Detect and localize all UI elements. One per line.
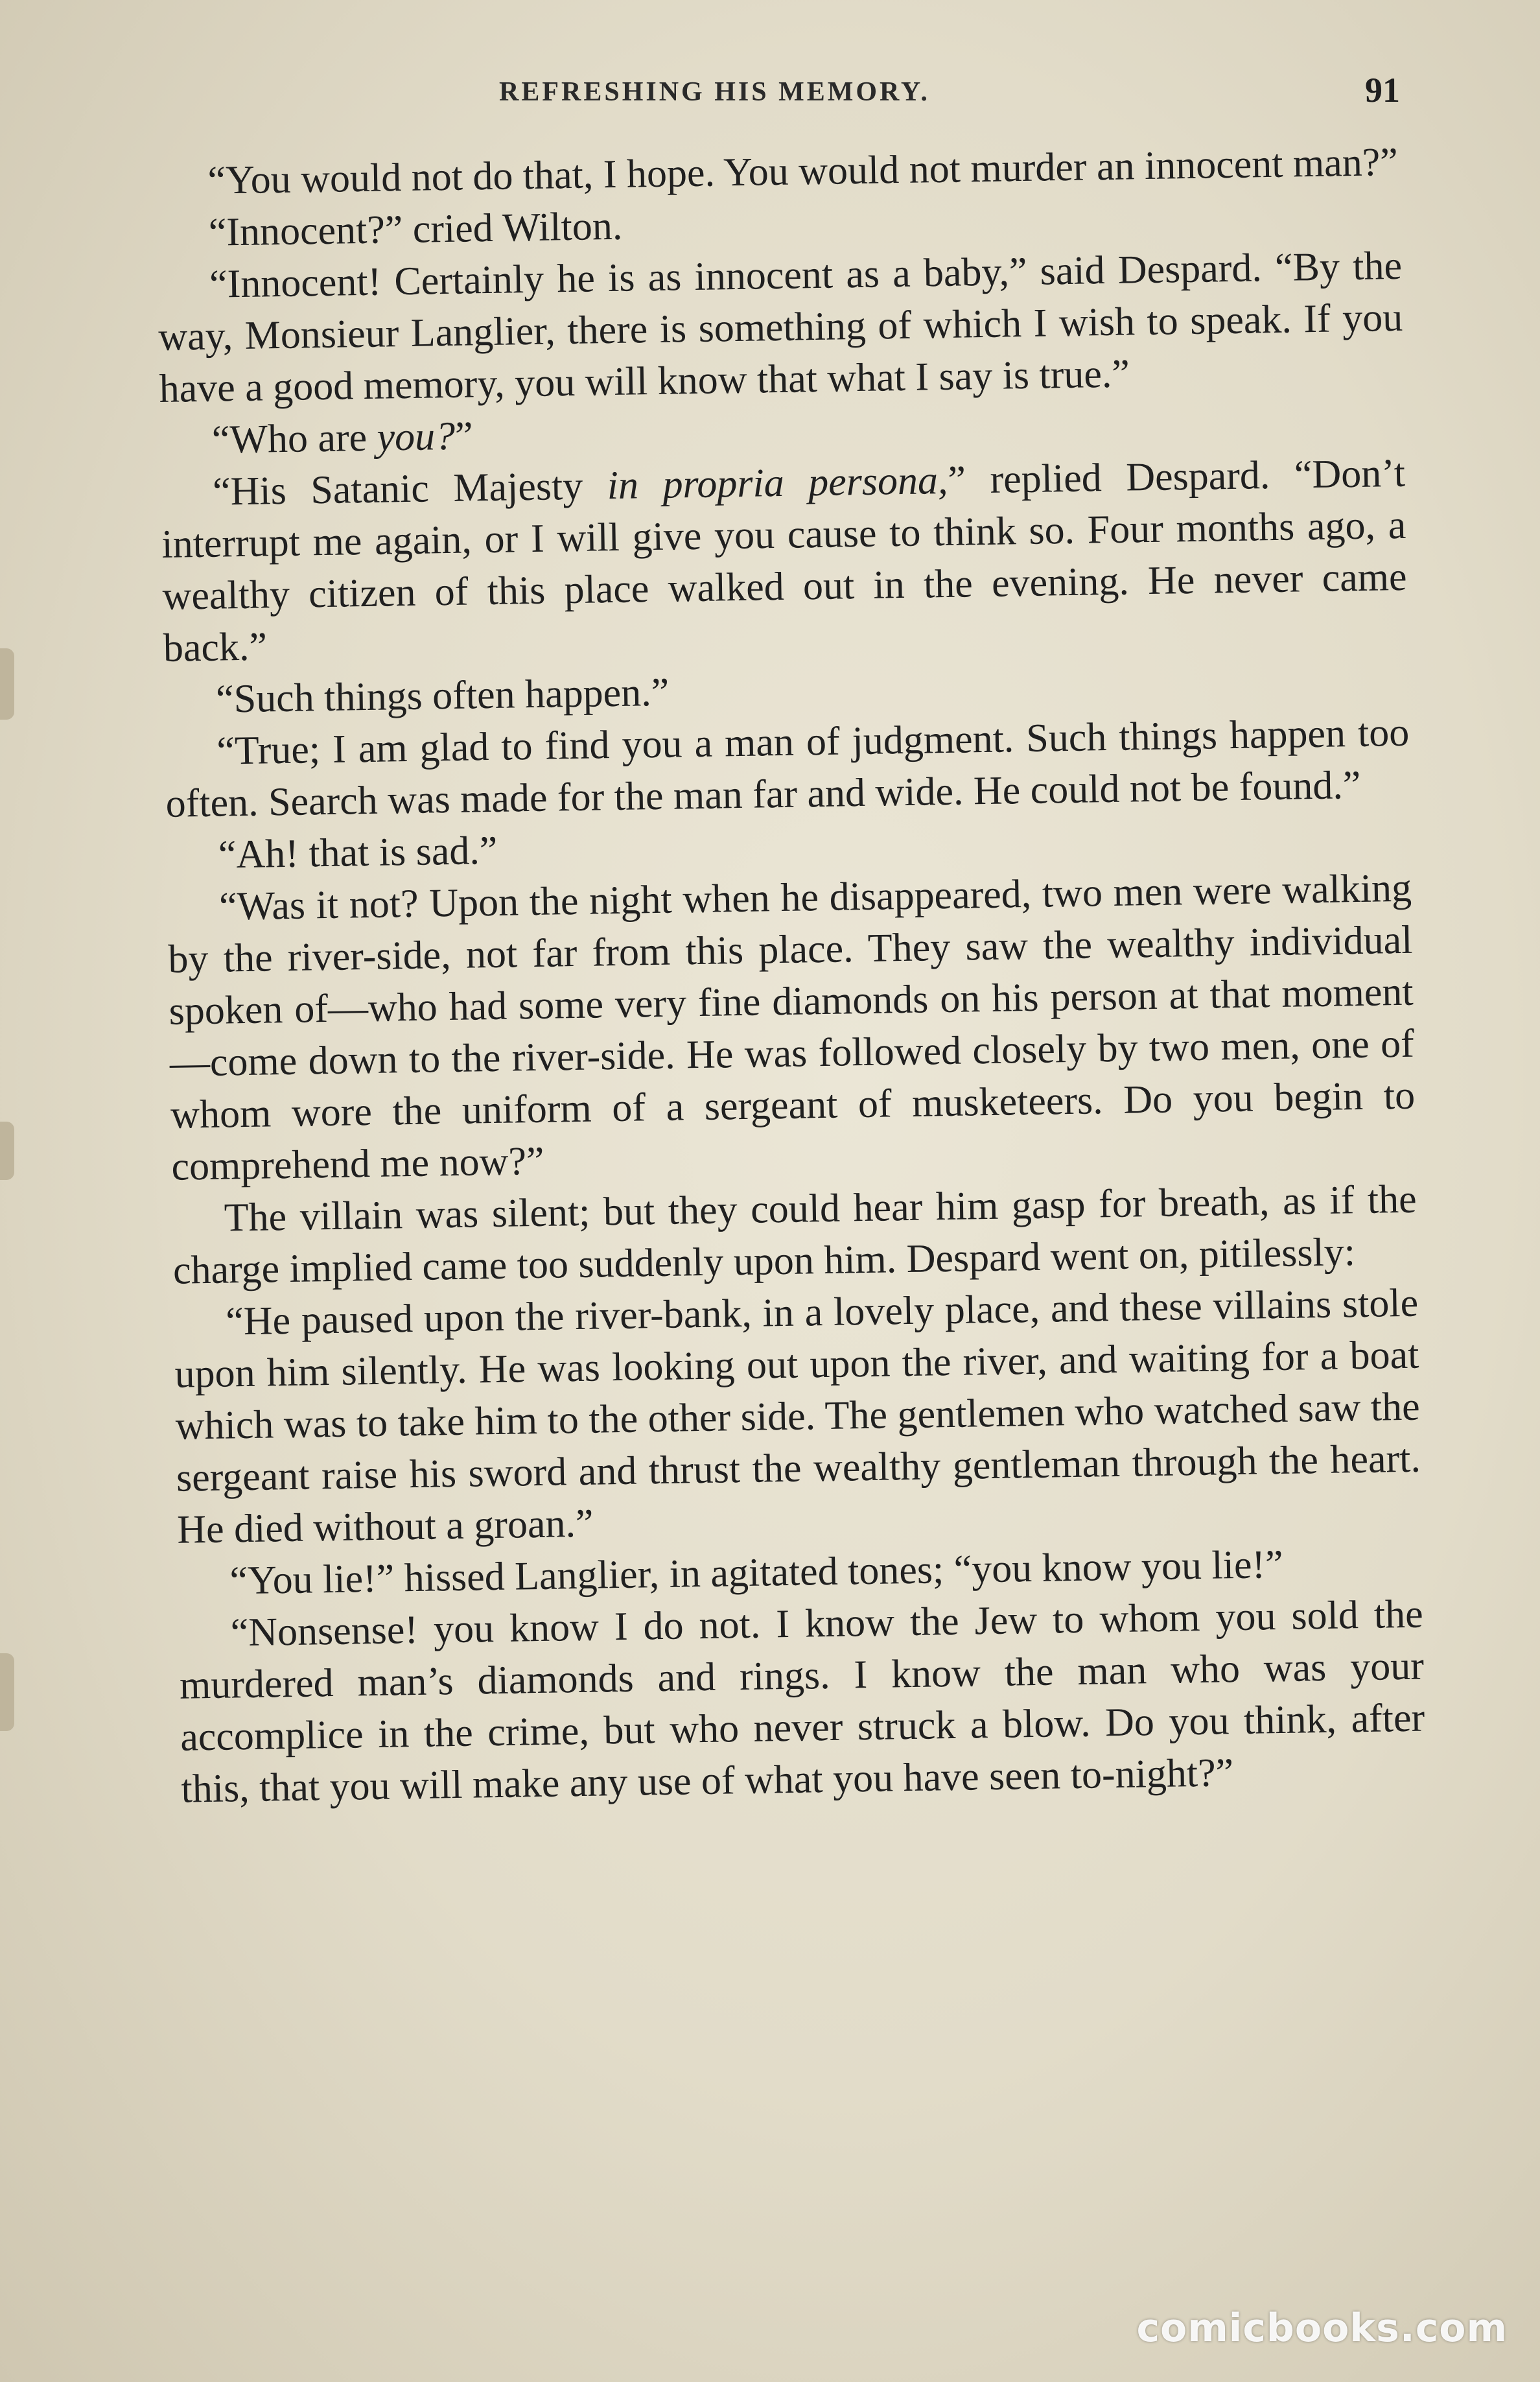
paragraph: “True; I am glad to find you a man of judgment. Such things happen too often. Search was made for the man far and wide. He could not be found.” — [165, 710, 1410, 826]
text-run: “His Satanic Majesty — [212, 464, 608, 514]
italic-text: in propria persona, — [607, 458, 949, 508]
page-number: 91 — [1365, 71, 1400, 110]
page-edge-tear — [0, 648, 14, 720]
watermark-logo: comicbooks.com — [1136, 2305, 1508, 2351]
paragraph: “You would not do that, I hope. You would not murder an innocent man?” — [207, 139, 1399, 203]
paragraph: “Ah! that is sad.” — [218, 828, 498, 877]
paragraph: “Innocent! Certainly he is as innocent as a baby,” said Despard. “By the way, Monsieur Langlier, there is something of which I wish to speak. If you have a good memory, you will know that what I say is true.” — [158, 243, 1403, 411]
paragraph — [161, 447, 1408, 674]
paragraph: “Nonsense! you know I do not. I know the Jew to whom you sold the murdered man’s diamonds and rings. I know the man who was your accomplice in the crime, but who never struck a blow. Do you think, after this, that you will make any use of what you have seen to-night?” — [179, 1592, 1425, 1811]
page-edge-tear — [0, 1653, 14, 1731]
italic-text: you? — [377, 414, 456, 460]
paragraph: “You lie!” hissed Langlier, in agitated tones; “you know you lie!” — [229, 1542, 1284, 1603]
page-header — [156, 70, 1400, 122]
text-run: ” replied Despard. “Don’t interrupt me again, or I will give you cause to think so. Four months ago, a wealthy citizen of this place walked out in the evening. He never came back.” — [161, 451, 1407, 670]
paragraph: “Such things often happen.” — [215, 670, 670, 722]
text-run: ” — [454, 414, 474, 458]
paragraph: “Was it not? Upon the night when he disappeared, two men were walking by the river-side, not far from this place. They saw the wealthy individual spoken of—who had some very fine diamonds on his person at that moment—come down to the river-side. He was followed closely by two men, one of whom wore the uniform of a sergeant of musketeers. Do you begin to comprehend me now?” — [167, 866, 1416, 1189]
paragraph: The villain was silent; but they could hear him gasp for breath, as if the charge implied came too suddenly upon him. Despard went on, pitilessly: — [172, 1177, 1418, 1293]
page-edge-tear — [0, 1122, 14, 1180]
page-body-text — [156, 136, 1426, 1815]
running-head: REFRESHING HIS MEMORY. — [499, 77, 930, 107]
paragraph: “He paused upon the river-bank, in a lovely place, and these villains stole upon him silently. He was looking out upon the river, and waiting for a boat which was to take him to the other side. The gentlemen who watched saw the sergeant raise his sword and thrust the wealthy gentleman through the heart. He died without a groan.” — [174, 1280, 1421, 1552]
text-run: “Who are — [211, 415, 378, 462]
paragraph: “Innocent?” cried Wilton. — [208, 204, 623, 255]
